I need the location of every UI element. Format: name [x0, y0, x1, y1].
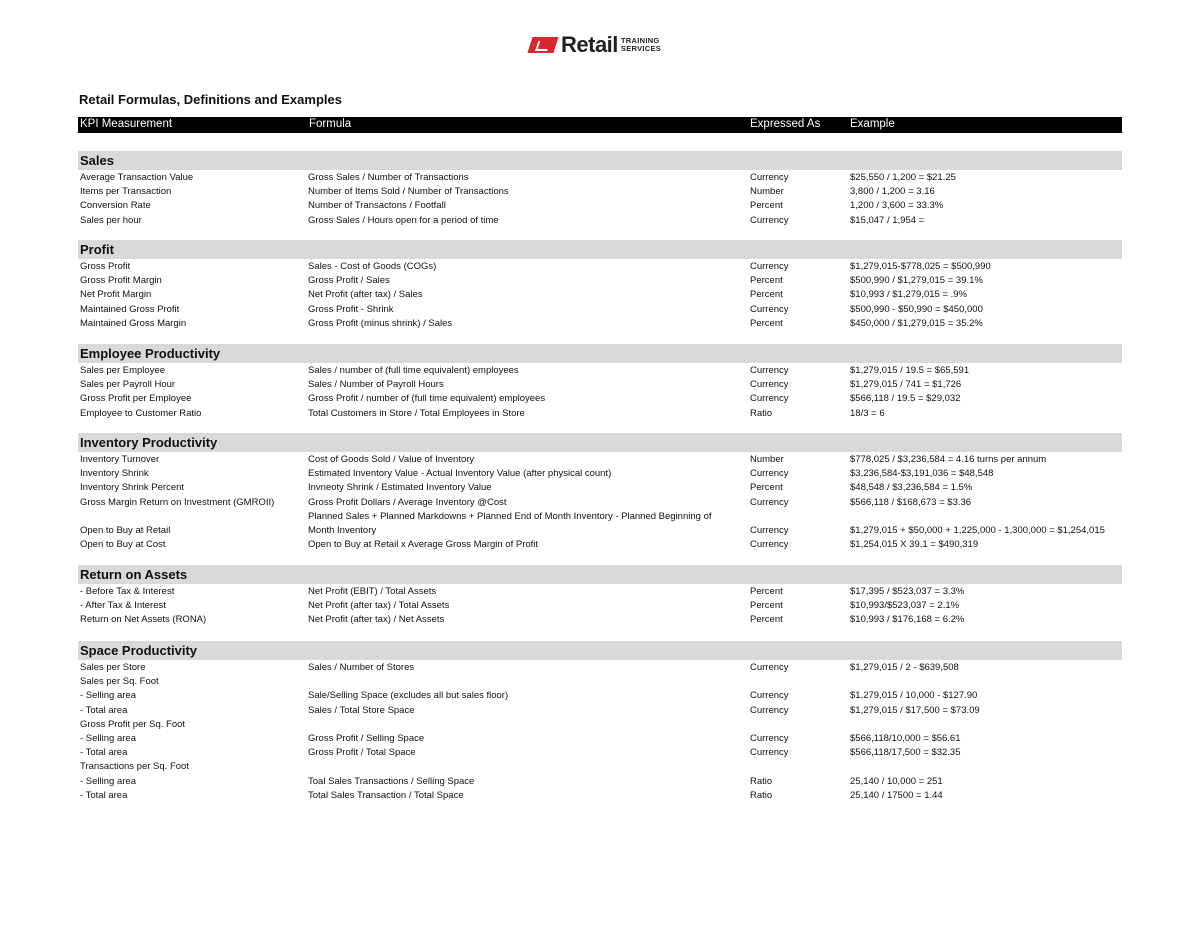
table-row: [0, 260, 1200, 274]
expressed-cell: Currency: [750, 496, 789, 508]
expressed-cell: Percent: [750, 482, 783, 494]
section-title: Space Productivity: [80, 643, 198, 658]
formula-cell: Gross Profit / number of (full time equivalent) employees: [308, 393, 546, 405]
example-cell: $566,118 / 19.5 = $29,032: [850, 393, 961, 405]
kpi-cell: Gross Profit: [80, 261, 131, 272]
example-cell: $10,993 / $176,168 = 6.2%: [850, 614, 965, 626]
table-row: [0, 746, 1200, 760]
expressed-cell: Percent: [750, 317, 783, 329]
formula-cell: Invneoty Shrink / Estimated Inventory Value: [308, 482, 492, 494]
table-row: [0, 599, 1200, 613]
expressed-cell: Percent: [750, 586, 783, 597]
formula-cell: Gross Profit / Total Space: [308, 747, 416, 759]
formula-cell: Gross Profit - Shrink: [308, 303, 394, 315]
document-title: Retail Formulas, Definitions and Examples: [79, 92, 342, 107]
table-row: [0, 407, 1200, 421]
table-row: [0, 392, 1200, 406]
formula-cell: Sales / Number of Stores: [308, 662, 415, 673]
table-row: [0, 613, 1200, 627]
example-cell: $10,993 / $1,279,015 = .9%: [850, 289, 968, 301]
table-row: [0, 775, 1200, 789]
logo-sub-line: SERVICES: [620, 44, 662, 53]
kpi-cell: - Total area: [80, 789, 128, 801]
expressed-cell: Ratio: [750, 775, 773, 787]
example-cell: $1,279,015 / 10,000 - $127.90: [850, 690, 978, 702]
table-row: [0, 760, 1200, 774]
expressed-cell: Ratio: [750, 407, 773, 419]
table-row: [0, 689, 1200, 703]
example-cell: 18/3 = 6: [850, 407, 885, 419]
expressed-cell: Currency: [750, 393, 789, 405]
expressed-cell: Currency: [750, 303, 789, 315]
kpi-cell: Open to Buy at Retail: [80, 525, 171, 536]
formula-cell: Sales / Number of Payroll Hours: [308, 379, 444, 391]
section-title: Inventory Productivity: [80, 435, 218, 450]
example-cell: $1,279,015 / 2 - $639,508: [850, 662, 959, 673]
example-cell: 3,800 / 1,200 = 3.16: [850, 186, 935, 198]
header-expressed-as: Expressed As: [750, 118, 821, 130]
formula-cell: Gross Profit Dollars / Average Inventory @Cost: [308, 496, 507, 508]
expressed-cell: Currency: [750, 379, 789, 391]
example-cell: 25,140 / 17500 = 1.44: [850, 789, 943, 801]
section-title: Sales: [80, 153, 114, 168]
kpi-cell: Conversion Rate: [80, 200, 151, 212]
table-row: [0, 718, 1200, 732]
formula-cell: Number of Transactons / Footfall: [308, 200, 446, 212]
formula-cell: Open to Buy at Retail x Average Gross Margin of Profit: [308, 539, 539, 551]
formula-cell: Gross Sales / Hours open for a period of time: [308, 214, 499, 226]
kpi-cell: Sales per Employee: [80, 365, 166, 376]
kpi-cell: Net Profit Margin: [80, 289, 152, 301]
kpi-cell: - After Tax & Interest: [80, 600, 166, 612]
expressed-cell: Currency: [750, 747, 789, 759]
formula-cell: Month Inventory: [308, 525, 377, 536]
company-logo: [530, 34, 661, 56]
expressed-cell: Currency: [750, 733, 789, 744]
formula-cell: Gross Profit / Selling Space: [308, 733, 425, 744]
header-formula: Formula: [309, 118, 352, 130]
section-title: Employee Productivity: [80, 346, 221, 361]
formula-cell: Estimated Inventory Value - Actual Inventory Value (after physical count): [308, 468, 612, 480]
formula-cell: Sales - Cost of Goods (COGs): [308, 261, 437, 272]
kpi-cell: - Before Tax & Interest: [80, 586, 175, 597]
table-row: [0, 467, 1200, 481]
kpi-cell: Inventory Shrink Percent: [80, 482, 185, 494]
table-row: [0, 199, 1200, 213]
table-row: [0, 288, 1200, 302]
example-cell: $48,548 / $3,236,584 = 1.5%: [850, 482, 973, 494]
table-row: [0, 675, 1200, 689]
table-row: [0, 524, 1200, 538]
logo-sub-line: TRAINING: [620, 36, 660, 45]
kpi-cell: - Selling area: [80, 733, 136, 744]
logo-chart-icon: [527, 37, 558, 53]
example-cell: $1,279,015 + $50,000 + 1,225,000 - 1,300,000 = $1,254,015: [850, 525, 1105, 536]
expressed-cell: Currency: [750, 690, 789, 702]
expressed-cell: Currency: [750, 261, 789, 272]
example-cell: $1,279,015-$778,025 = $500,990: [850, 261, 991, 272]
expressed-cell: Currency: [750, 539, 789, 551]
kpi-cell: Sales per Payroll Hour: [80, 379, 176, 391]
formula-cell: Toal Sales Transactions / Selling Space: [308, 775, 475, 787]
table-row: [0, 481, 1200, 495]
kpi-cell: - Total area: [80, 747, 128, 759]
expressed-cell: Percent: [750, 600, 783, 612]
formula-cell: Net Profit (after tax) / Net Assets: [308, 614, 445, 626]
example-cell: $500,990 / $1,279,015 = 39.1%: [850, 275, 983, 287]
table-row: [0, 496, 1200, 510]
formula-cell: Net Profit (after tax) / Sales: [308, 289, 423, 301]
section-header: [78, 565, 1122, 584]
expressed-cell: Currency: [750, 525, 789, 536]
table-row: [0, 538, 1200, 552]
example-cell: $1,254,015 X 39.1 = $490,319: [850, 539, 979, 551]
table-row: [0, 317, 1200, 331]
expressed-cell: Percent: [750, 614, 783, 626]
example-cell: $10,993/$523,037 = 2.1%: [850, 600, 960, 612]
header-kpi: KPI Measurement: [80, 118, 173, 130]
kpi-cell: Maintained Gross Margin: [80, 317, 187, 329]
example-cell: 1,200 / 3,600 = 33.3%: [850, 200, 944, 212]
kpi-cell: Items per Transaction: [80, 186, 172, 198]
example-cell: $566,118/17,500 = $32.35: [850, 747, 961, 759]
table-row: [0, 704, 1200, 718]
example-cell: $25,550 / 1,200 = $21.25: [850, 172, 956, 183]
kpi-cell: - Total area: [80, 704, 128, 716]
logo-word: Retail: [561, 32, 618, 57]
example-cell: $1,279,015 / 741 = $1,726: [850, 379, 962, 391]
formula-cell: Total Sales Transaction / Total Space: [308, 789, 464, 801]
kpi-cell: Gross Profit per Sq. Foot: [80, 718, 186, 730]
section-header: [78, 641, 1122, 660]
table-header: [78, 117, 1122, 133]
formula-cell: Gross Profit (minus shrink) / Sales: [308, 317, 453, 329]
expressed-cell: Number: [750, 186, 784, 198]
table-row: [0, 732, 1200, 746]
formula-cell: Net Profit (after tax) / Total Assets: [308, 600, 450, 612]
formula-cell: Sales / number of (full time equivalent) employees: [308, 365, 519, 376]
kpi-cell: - Selling area: [80, 690, 136, 702]
example-cell: $500,990 - $50,990 = $450,000: [850, 303, 983, 315]
kpi-cell: Return on Net Assets (RONA): [80, 614, 207, 626]
kpi-cell: Sales per Store: [80, 662, 146, 673]
expressed-cell: Currency: [750, 662, 789, 673]
kpi-cell: Gross Profit per Employee: [80, 393, 192, 405]
table-row: [0, 185, 1200, 199]
example-cell: $1,279,015 / $17,500 = $73.09: [850, 704, 980, 716]
table-row: [0, 789, 1200, 803]
expressed-cell: Currency: [750, 214, 789, 226]
expressed-cell: Number: [750, 454, 784, 465]
table-row: [0, 364, 1200, 378]
kpi-cell: Average Transaction Value: [80, 172, 194, 183]
example-cell: $450,000 / $1,279,015 = 35.2%: [850, 317, 983, 329]
expressed-cell: Ratio: [750, 789, 773, 801]
kpi-cell: Inventory Turnover: [80, 454, 160, 465]
example-cell: $566,118 / $168,673 = $3.36: [850, 496, 972, 508]
example-cell: $778,025 / $3,236,584 = 4.16 turns per annum: [850, 454, 1047, 465]
kpi-cell: Gross Margin Return on Investment (GMROII): [80, 496, 275, 508]
section-title: Return on Assets: [80, 567, 188, 582]
example-cell: $1,279,015 / 19.5 = $65,591: [850, 365, 970, 376]
kpi-cell: Open to Buy at Cost: [80, 539, 166, 551]
table-row: [0, 378, 1200, 392]
formula-cell: Number of Items Sold / Number of Transactions: [308, 186, 509, 198]
formula-cell: Gross Profit / Sales: [308, 275, 390, 287]
kpi-cell: Transactions per Sq. Foot: [80, 761, 189, 773]
header-example: Example: [850, 118, 895, 130]
kpi-cell: Inventory Shrink: [80, 468, 149, 480]
formula-cell: Sales / Total Store Space: [308, 704, 415, 716]
kpi-cell: Gross Profit Margin: [80, 275, 162, 287]
table-row: [0, 661, 1200, 675]
table-row: [0, 453, 1200, 467]
table-row: [0, 171, 1200, 185]
formula-cell: Cost of Goods Sold / Value of Inventory: [308, 454, 475, 465]
table-row: [0, 214, 1200, 228]
logo-subtext: [618, 37, 661, 53]
example-cell: $3,236,584-$3,191,036 = $48,548: [850, 468, 994, 480]
expressed-cell: Percent: [750, 200, 783, 212]
expressed-cell: Currency: [750, 468, 789, 480]
expressed-cell: Percent: [750, 289, 783, 301]
section-header: [78, 344, 1122, 363]
example-cell: 25,140 / 10,000 = 251: [850, 775, 943, 787]
section-header: [78, 240, 1122, 259]
formula-cell: Gross Sales / Number of Transactions: [308, 172, 469, 183]
kpi-cell: Sales per hour: [80, 214, 142, 226]
formula-cell: Planned Sales + Planned Markdowns + Planned End of Month Inventory - Planned Beginning of: [308, 510, 712, 522]
formula-cell: Net Profit (EBIT) / Total Assets: [308, 586, 437, 597]
table-row: [0, 274, 1200, 288]
table-row: [0, 510, 1200, 524]
expressed-cell: Currency: [750, 704, 789, 716]
section-title: Profit: [80, 242, 114, 257]
kpi-cell: Sales per Sq. Foot: [80, 676, 159, 688]
kpi-cell: - Selling area: [80, 775, 136, 787]
expressed-cell: Currency: [750, 172, 789, 183]
expressed-cell: Currency: [750, 365, 789, 376]
example-cell: $15,047 / 1,954 =: [850, 214, 925, 226]
expressed-cell: Percent: [750, 275, 783, 287]
kpi-cell: Employee to Customer Ratio: [80, 407, 202, 419]
table-row: [0, 303, 1200, 317]
formula-cell: Sale/Selling Space (excludes all but sales floor): [308, 690, 509, 702]
section-header: [78, 433, 1122, 452]
formula-cell: Total Customers in Store / Total Employees in Store: [308, 407, 525, 419]
example-cell: $566,118/10,000 = $56.61: [850, 733, 961, 744]
example-cell: $17,395 / $523,037 = 3.3%: [850, 586, 965, 597]
section-header: [78, 151, 1122, 170]
kpi-cell: Maintained Gross Profit: [80, 303, 180, 315]
table-row: [0, 585, 1200, 599]
